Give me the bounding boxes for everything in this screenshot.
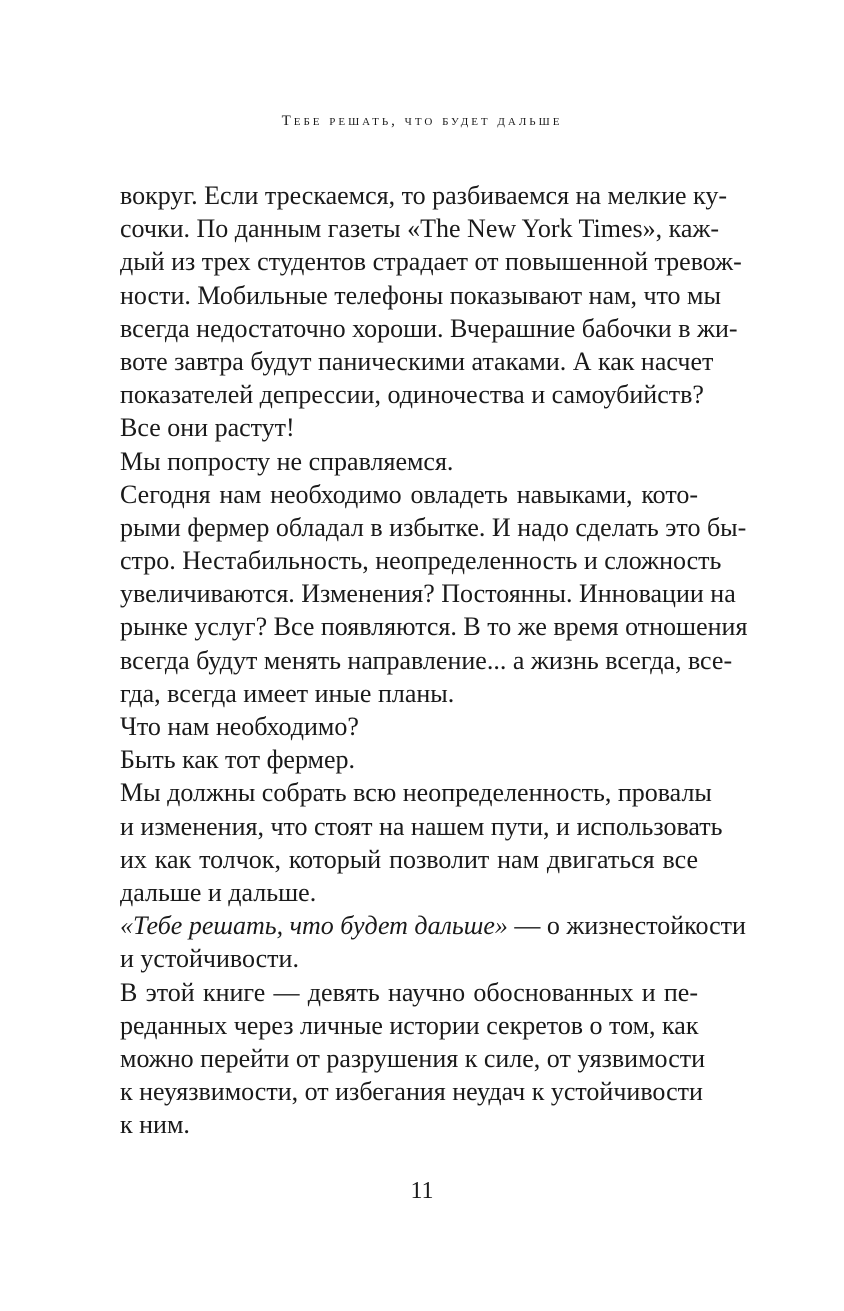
text-line: вокруг. Если трескаемся, то разбиваемся на мелкие ку- — [120, 181, 727, 210]
text-line — [120, 909, 746, 942]
text-line: Мы попросту не справляемся. — [120, 446, 454, 476]
text-line: реданных через личные истории секретов о том, как — [120, 1010, 699, 1040]
text-line: можно перейти от разрушения к силе, от уязвимости — [120, 1043, 706, 1073]
text-line: их как толчок, который позволит нам двигаться все — [120, 844, 698, 874]
text-line: всегда недостаточно хороши. Вчерашние бабочки в жи- — [120, 313, 738, 343]
body-text — [120, 179, 748, 1141]
text-line: показателей депрессии, одиночества и самоубийств? — [120, 380, 704, 410]
text-line: Что нам необходимо? — [120, 712, 359, 741]
text-line: и устойчивости. — [120, 944, 299, 974]
text-line: В этой книге — девять научно обоснованных и пе- — [120, 977, 698, 1007]
book-title-italic: «Тебе решать, что будет дальше» — [120, 911, 508, 941]
text-line: гда, всегда имеет иные планы. — [120, 678, 455, 708]
text-line: и изменения, что стоят на нашем пути, и использовать — [120, 811, 723, 841]
text-line: дальше и дальше. — [120, 877, 317, 907]
text-line: воте завтра будут паническими атаками. А как насчет — [120, 346, 714, 376]
text-line: Сегодня нам необходимо овладеть навыками, кото- — [120, 479, 698, 509]
text-line: всегда будут менять направление... а жизнь всегда, все- — [120, 645, 733, 675]
text-line: сочки. По данным газеты «The New York Times», каж- — [120, 214, 720, 244]
text-line: рыми фермер обладал в избытке. И надо сделать это бы- — [120, 512, 747, 542]
text-line-rest: — о жизнестойкости — [507, 911, 746, 941]
text-line: к ним. — [120, 1110, 190, 1140]
running-head: Тебе решать, что будет дальше — [281, 113, 563, 129]
page-number: 11 — [410, 1178, 434, 1204]
text-line: Все они растут! — [120, 413, 295, 443]
text-line: увеличиваются. Изменения? Постоянны. Инновации на — [120, 579, 736, 609]
text-line: ности. Мобильные телефоны показывают нам, что мы — [120, 280, 721, 310]
text-line: рынке услуг? Все появляются. В то же время отношения — [120, 612, 748, 642]
text-line: дый из трех студентов страдает от повышенной тревож- — [120, 247, 742, 277]
text-line: Быть как тот фермер. — [120, 745, 356, 775]
text-line: стро. Нестабильность, неопределенность и сложность — [120, 546, 722, 576]
text-line: Мы должны собрать всю неопределенность, провалы — [120, 778, 712, 808]
text-line: к неуязвимости, от избегания неудач к устойчивости — [120, 1077, 703, 1107]
